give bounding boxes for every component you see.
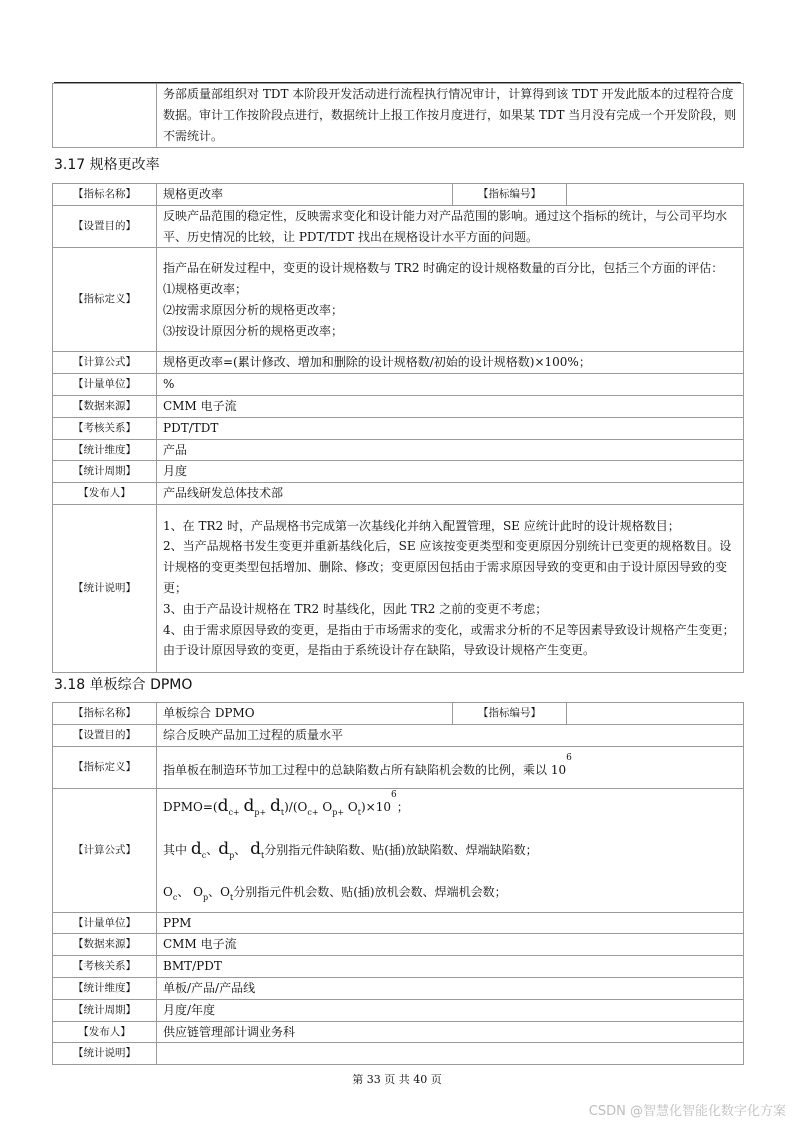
formula-sub: t: [357, 808, 361, 818]
assessment-value: PDT/TDT: [157, 417, 744, 439]
spec-change-rate-table: [52, 183, 744, 673]
definition-exponent: 6: [566, 752, 572, 763]
notes-label: 【统计说明】: [53, 1043, 157, 1065]
formula-var: d: [250, 839, 261, 860]
formula-sub: p+: [332, 808, 345, 818]
notes-line: 由于设计原因导致的变更，是指由于系统设计存在缺陷，导致设计规格产生变更。: [163, 643, 596, 658]
unit-value: %: [157, 374, 744, 396]
formula-var: d: [190, 839, 202, 860]
period-label: 【统计周期】: [53, 461, 157, 483]
source-label: 【数据来源】: [53, 934, 157, 956]
formula-sep: 、O: [208, 885, 230, 900]
unit-label: 【计量单位】: [53, 912, 157, 934]
formula-sub: c: [201, 851, 207, 861]
purpose-value: 综合反映产品加工过程的质量水平: [157, 724, 744, 746]
formula-end: ；: [396, 800, 409, 815]
section-heading-3-18: 3.18 单板综合 DPMO: [54, 677, 193, 693]
formula-prefix: DPMO=(: [163, 800, 218, 815]
notes-label: 【统计说明】: [53, 504, 157, 672]
notes-line: 1、在 TR2 时，产品规格书完成第一次基线化并纳入配置管理，SE 应统计此时的设计规格数目；: [163, 518, 680, 533]
continuation-text: 务部质量部组织对 TDT 本阶段开发活动进行流程执行情况审计，计算得到该 TDT 开发此版本的过程符合度数据。审计工作按阶段点进行，数据统计上报工作按月度进行，如果某 TDT 当月没有完成一个开发阶段，则不需统计。: [157, 84, 744, 148]
formula-line3-text: 分别指元件机会数、贴(插)放机会数、焊端机会数；: [233, 885, 507, 900]
period-value: 月度: [157, 461, 744, 483]
formula-tail: )×10: [360, 800, 391, 815]
section-heading-3-17: 3.17 规格更改率: [54, 157, 160, 173]
purpose-label: 【设置目的】: [53, 724, 157, 746]
source-value: CMM 电子流: [157, 395, 744, 417]
metric-id-value: [567, 703, 744, 725]
formula-sub: p: [203, 893, 209, 903]
formula-var: d: [218, 839, 230, 860]
formula-sub: t: [229, 893, 234, 903]
unit-value: PPM: [157, 912, 744, 934]
formula-sub: c: [172, 893, 178, 903]
formula-line-2: [163, 836, 737, 865]
source-value: CMM 电子流: [157, 934, 744, 956]
definition-line: ⑶按设计原因分析的规格更改率；: [163, 323, 344, 338]
formula-value: [157, 788, 744, 912]
formula-label: 【计算公式】: [53, 788, 157, 912]
formula-exponent: 6: [390, 790, 397, 801]
definition-text: 指单板在制造环节加工过程中的总缺陷数占所有缺陷机会数的比例，乘以 10: [163, 762, 567, 777]
formula-sub: c+: [228, 808, 240, 818]
notes-line: 4、由于需求原因导致的变更，是指由于市场需求的变化，或需求分析的不足等因素导致设计规格产生变更；: [163, 622, 735, 637]
notes-value: [157, 504, 744, 672]
definition-line: ⑵按需求原因分析的规格更改率；: [163, 302, 344, 317]
source-label: 【数据来源】: [53, 395, 157, 417]
watermark: CSDN @智慧化智能化数字化方案: [588, 1104, 786, 1119]
assessment-label: 【考核关系】: [53, 417, 157, 439]
formula-sep: 、: [234, 843, 247, 858]
definition-line: 指产品在研发过程中，变更的设计规格数与 TR2 时确定的设计规格数量的百分比，包括三个方面的评估：: [163, 261, 724, 276]
period-value: 月度/年度: [157, 999, 744, 1021]
formula-mid: )/(O: [284, 800, 308, 815]
metric-name-label: 【指标名称】: [53, 703, 157, 725]
formula-sep: 、: [206, 843, 219, 858]
formula-line2-prefix: 其中: [163, 843, 188, 858]
publisher-label: 【发布人】: [53, 483, 157, 505]
page-number: 第 33 页 共 40 页: [352, 1073, 442, 1086]
formula-var: O: [347, 800, 358, 815]
definition-label: 【指标定义】: [53, 746, 157, 788]
metric-id-label: 【指标编号】: [453, 703, 567, 725]
metric-id-label: 【指标编号】: [453, 184, 567, 206]
notes-value: [157, 1043, 744, 1065]
period-label: 【统计周期】: [53, 999, 157, 1021]
dimension-value: 单板/产品/产品线: [157, 977, 744, 999]
dimension-label: 【统计维度】: [53, 977, 157, 999]
formula-sub: t: [260, 851, 265, 861]
formula-line-1: [163, 790, 737, 822]
metric-name-value: 单板综合 DPMO: [157, 703, 453, 725]
metric-id-value: [567, 184, 744, 206]
formula-sub: t: [280, 808, 285, 818]
board-dpmo-table: [52, 702, 744, 1065]
formula-label: 【计算公式】: [53, 352, 157, 374]
continuation-table: [52, 83, 744, 148]
assessment-value: BMT/PDT: [157, 956, 744, 978]
notes-line: 3、由于产品设计规格在 TR2 时基线化，因此 TR2 之前的变更不考虑；: [163, 601, 548, 616]
definition-label: 【指标定义】: [53, 248, 157, 352]
publisher-label: 【发布人】: [53, 1021, 157, 1043]
unit-label: 【计量单位】: [53, 374, 157, 396]
formula-value: 规格更改率=(累计修改、增加和删除的设计规格数/初始的设计规格数)×100%；: [157, 352, 744, 374]
metric-name-label: 【指标名称】: [53, 184, 157, 206]
formula-line-3: [163, 879, 737, 907]
formula-sep: 、: [177, 885, 190, 900]
purpose-label: 【设置目的】: [53, 205, 157, 248]
publisher-value: 产品线研发总体技术部: [157, 483, 744, 505]
metric-name-value: 规格更改率: [157, 184, 453, 206]
assessment-label: 【考核关系】: [53, 956, 157, 978]
formula-var: O: [193, 885, 204, 900]
definition-value: [157, 248, 744, 352]
formula-var: O: [322, 800, 333, 815]
purpose-value: 反映产品范围的稳定性，反映需求变化和设计能力对产品范围的影响。通过这个指标的统计，与公司平均水平、历史情况的比较，让 PDT/TDT 找出在规格设计水平方面的问题。: [157, 205, 744, 248]
formula-line2-text: 分别指元件缺陷数、贴(插)放缺陷数、焊端缺陷数；: [264, 843, 538, 858]
continuation-label-cell: [53, 84, 157, 148]
formula-var: O: [163, 885, 173, 900]
definition-line: ⑴规格更改率；: [163, 282, 248, 297]
notes-line: 2、当产品规格书发生变更并重新基线化后，SE 应该按变更类型和变更原因分别统计已变更的规格数目。设计规格的变更类型包括增加、删除、修改；变更原因包括由于需求原因导致的变更和由于设计原因导致的变更；: [163, 539, 732, 596]
dimension-value: 产品: [157, 439, 744, 461]
publisher-value: 供应链管理部计调业务科: [157, 1021, 744, 1043]
formula-var: d: [270, 796, 281, 817]
definition-value: [157, 746, 744, 788]
dimension-label: 【统计维度】: [53, 439, 157, 461]
formula-var: d: [217, 796, 229, 817]
formula-var: d: [243, 796, 255, 817]
formula-sub: c+: [307, 808, 319, 818]
formula-sub: p+: [254, 808, 267, 818]
formula-sub: p: [229, 851, 235, 861]
